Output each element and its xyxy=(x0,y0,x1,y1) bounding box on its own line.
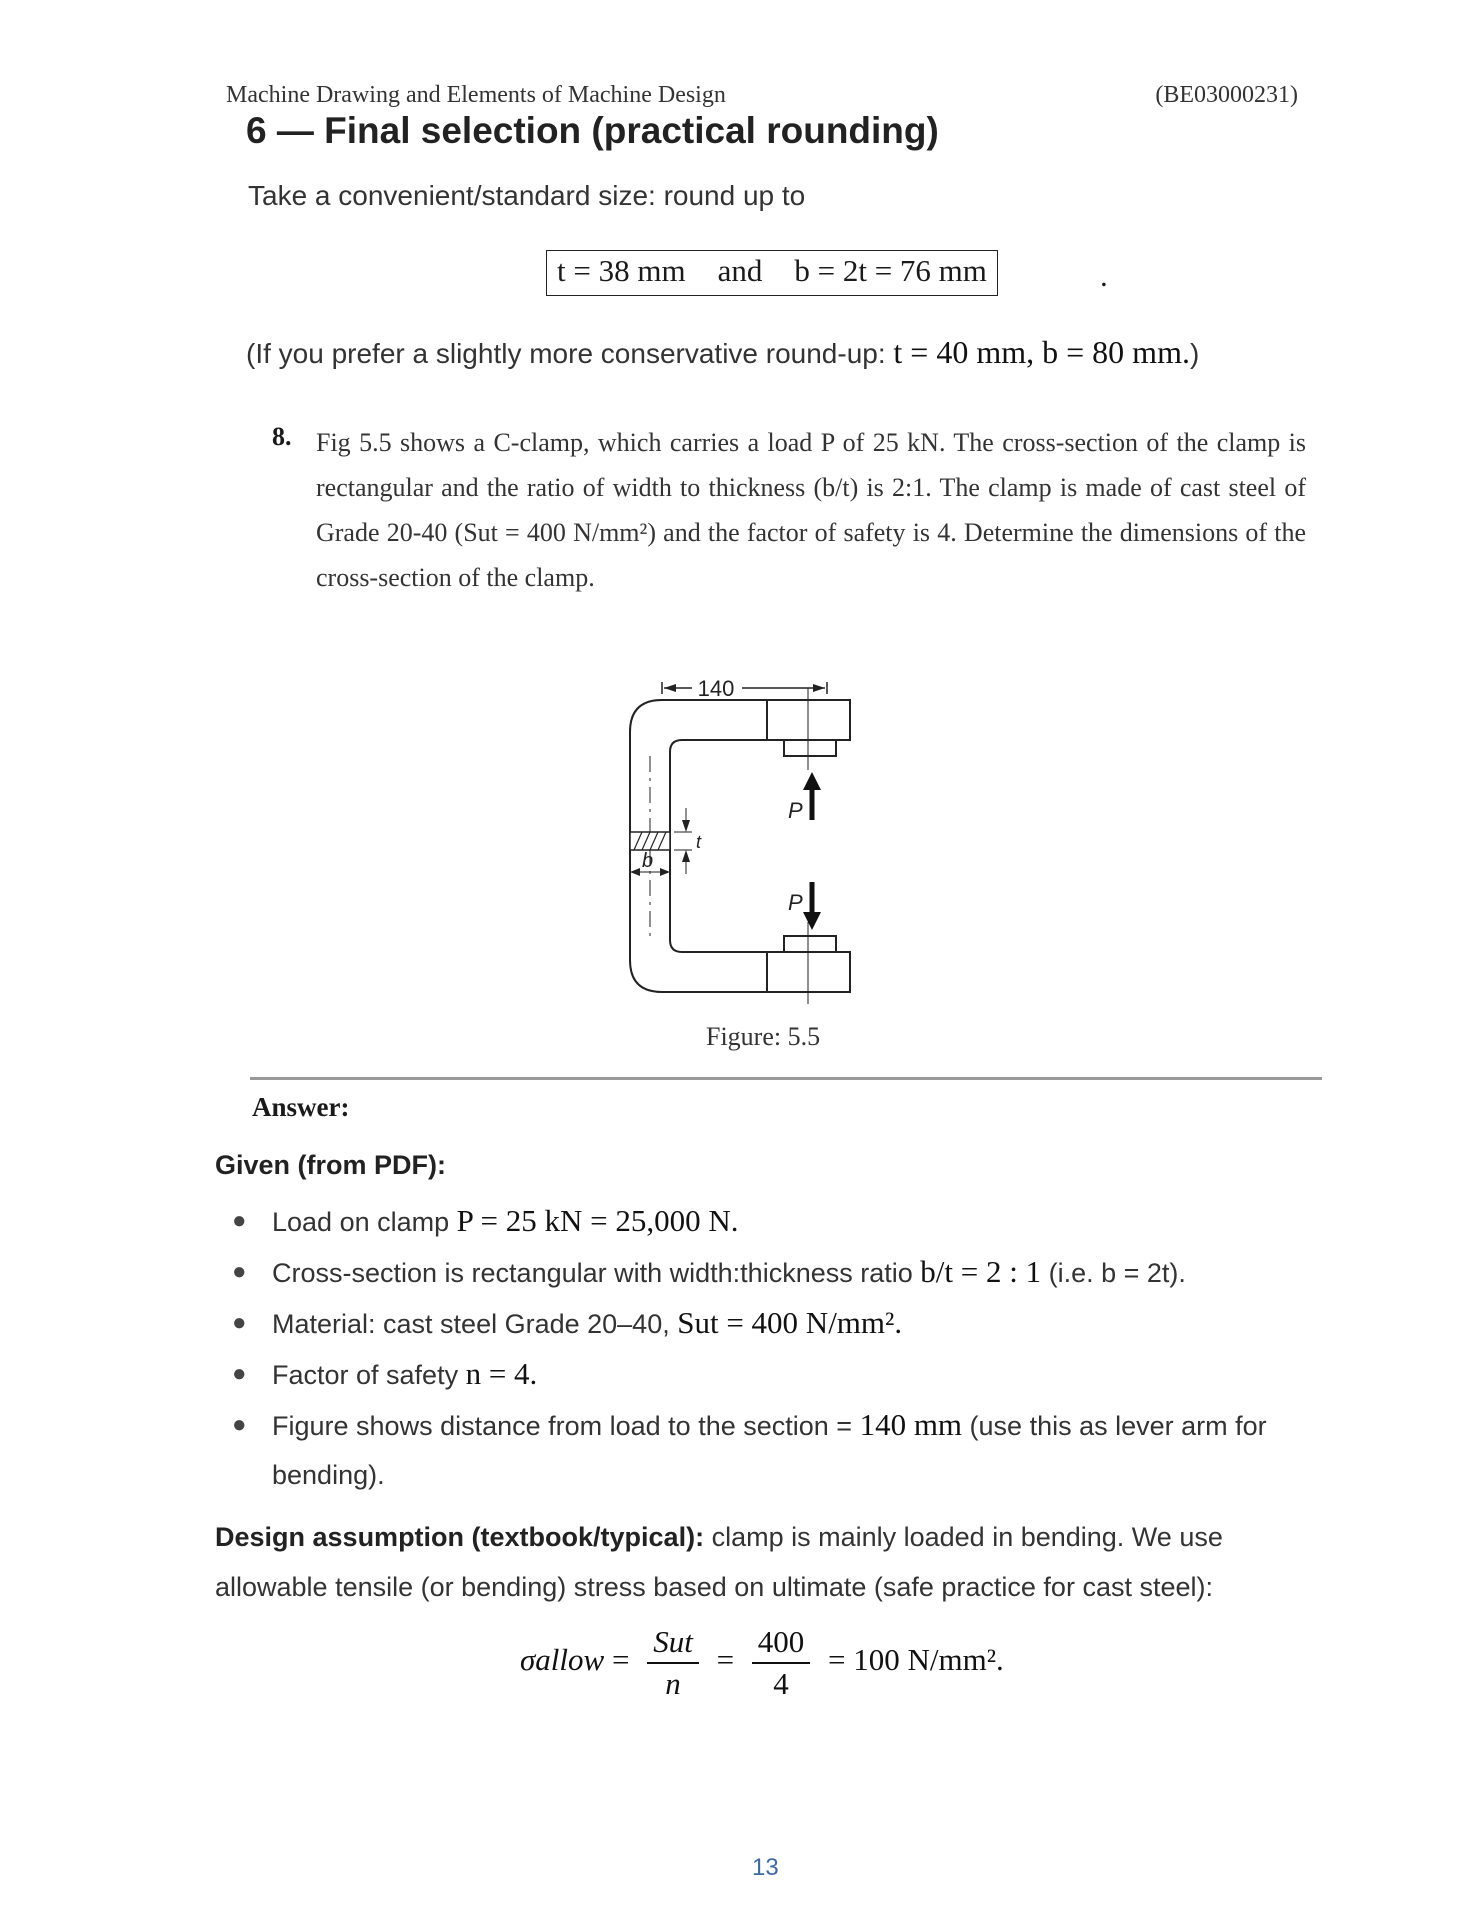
boxed-b-value: b = 2t = 76 mm xyxy=(794,253,987,288)
running-header-code: (BE03000231) xyxy=(1155,82,1298,108)
list-item: ● Load on clamp P = 25 kN = 25,000 N. xyxy=(226,1196,1326,1247)
list-item: ● Figure shows distance from load to the section = 140 mm (use this as lever arm for bending). xyxy=(226,1400,1326,1500)
running-header-title: Machine Drawing and Elements of Machine Design xyxy=(226,82,726,108)
figure-caption: Figure: 5.5 xyxy=(706,1022,821,1051)
conservative-math: t = 40 mm, b = 80 mm. xyxy=(893,334,1190,370)
rounding-intro: Take a convenient/standard size: round up to xyxy=(248,180,806,211)
boxed-period: . xyxy=(1100,258,1108,293)
question-text: Fig 5.5 shows a C-clamp, which carries a load P of 25 kN. The cross-section of the clamp is rectangular and the ratio of width to thickness (b/t) is 2:1. The clamp is made of cast steel of Grade 20-40 (Sut = 400 N/mm²) and the factor of safety is 4. Determine the dimensions of the cross-section of the clamp. xyxy=(316,428,1306,592)
boxed-t-value: t = 38 mm xyxy=(557,253,686,288)
formula-lhs: σallow xyxy=(520,1642,605,1678)
boxed-and: and xyxy=(717,253,763,288)
page-number: 13 xyxy=(752,1854,779,1881)
list-item: ● Cross-section is rectangular with width:thickness ratio b/t = 2 : 1 (i.e. b = 2t). xyxy=(226,1247,1326,1298)
conservative-pre: (If you prefer a slightly more conservative round-up: xyxy=(246,338,894,369)
width-label: b xyxy=(642,850,654,872)
answer-label: Answer: xyxy=(252,1092,350,1122)
load-label-bottom: P xyxy=(788,890,803,915)
dimension-label: 140 xyxy=(697,676,735,701)
thickness-label: t xyxy=(696,832,702,852)
c-clamp-figure xyxy=(622,660,912,1015)
list-item: ● Factor of safety n = 4. xyxy=(226,1349,1326,1400)
allowable-stress-formula: σallow = $\frac{\text{Sut}}{n}$ = $\frac{400}{4}$ = 100 N/mm². xyxy=(520,1624,1004,1701)
bullet-icon: ● xyxy=(232,1411,247,1438)
fraction-400-over-4: $\frac{400}{4}$ xyxy=(752,1624,811,1702)
section-divider xyxy=(250,1077,1322,1080)
list-item: ● Material: cast steel Grade 20–40, Sut = 400 N/mm². xyxy=(226,1298,1326,1349)
bullet-icon: ● xyxy=(232,1258,247,1285)
c-clamp-drawing xyxy=(622,660,912,1010)
formula-result: = 100 N/mm². xyxy=(828,1642,1004,1678)
given-list xyxy=(226,1196,1326,1500)
assumption-heading: Design assumption (textbook/typical): xyxy=(215,1522,705,1552)
bullet-icon: ● xyxy=(232,1309,247,1336)
section-heading: 6 — Final selection (practical rounding) xyxy=(246,110,939,151)
boxed-result xyxy=(546,250,998,296)
given-heading: Given (from PDF): xyxy=(215,1150,447,1180)
load-label-top: P xyxy=(788,798,803,823)
conservative-post: ) xyxy=(1189,338,1200,369)
bullet-icon: ● xyxy=(232,1360,247,1387)
fraction-sut-over-n: $\frac{\text{Sut}}{n}$ xyxy=(647,1624,699,1702)
design-assumption xyxy=(215,1512,1325,1612)
conservative-note xyxy=(246,334,1199,371)
bullet-icon: ● xyxy=(232,1207,247,1234)
question-number: 8. xyxy=(272,422,292,451)
assumption-text: clamp is mainly loaded in bending. We use allowable tensile (or bending) stress based on ultimate (safe practice for cast steel): xyxy=(215,1522,1223,1602)
